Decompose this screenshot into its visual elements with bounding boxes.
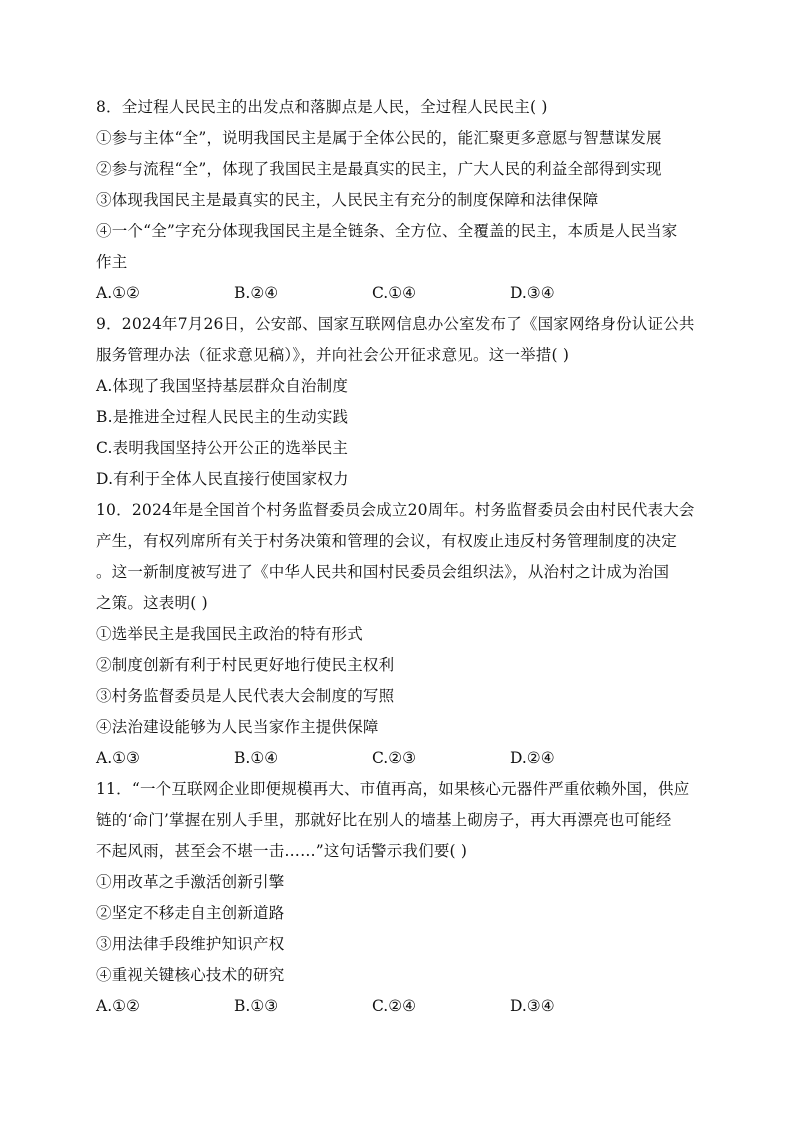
question-11-options	[96, 991, 696, 1022]
question-11-option-c[interactable]: C.②④	[372, 997, 417, 1015]
question-8-option-b[interactable]: B.②④	[234, 284, 279, 302]
question-8-option-a[interactable]: A.①②	[96, 284, 140, 302]
question-10-option-d[interactable]: D.②④	[510, 749, 555, 767]
question-8-options	[96, 278, 696, 309]
question-8-option-c[interactable]: C.①④	[372, 284, 417, 302]
question-10-option-a[interactable]: A.①③	[96, 749, 140, 767]
question-8-statement-2: ②参与流程“全”，体现了我国民主是最真实的民主，广大人民的利益全部得到实现	[96, 160, 662, 178]
question-11-stem-line-3: 不起风雨，甚至会不堪一击……”这句话警示我们要( )	[96, 842, 468, 860]
question-8-option-d[interactable]: D.③④	[510, 284, 555, 302]
question-11-statement-3: ③用法律手段维护知识产权	[96, 935, 285, 953]
question-10-option-b[interactable]: B.①④	[234, 749, 279, 767]
question-11-statement-4: ④重视关键核心技术的研究	[96, 966, 285, 984]
question-10-statement-3: ③村务监督委员是人民代表大会制度的写照	[96, 687, 395, 705]
question-9-choice-c[interactable]: C.表明我国坚持公开公正的选举民主	[96, 439, 349, 457]
question-9	[96, 309, 696, 495]
question-8-statement-4-cont: 作主	[96, 253, 128, 271]
question-10-statement-1: ①选举民主是我国民主政治的特有形式	[96, 625, 363, 643]
question-9-choice-d[interactable]: D.有利于全体人民直接行使国家权力	[96, 470, 349, 488]
question-list	[96, 92, 696, 1022]
question-8-statement-3: ③体现我国民主是最真实的民主，人民民主有充分的制度保障和法律保障	[96, 191, 599, 209]
question-9-choice-b[interactable]: B.是推进全过程人民民主的生动实践	[96, 408, 349, 426]
question-10	[96, 495, 696, 774]
question-8-statement-1: ①参与主体“全”，说明我国民主是属于全体公民的，能汇聚更多意愿与智慧谋发展	[96, 129, 662, 147]
question-10-stem-line-1: 10．2024年是全国首个村务监督委员会成立20周年。村务监督委员会由村民代表大会	[96, 501, 695, 519]
question-11-statement-1: ①用改革之手激活创新引擎	[96, 873, 285, 891]
question-11-option-b[interactable]: B.①③	[234, 997, 279, 1015]
question-10-statement-2: ②制度创新有利于村民更好地行使民主权利	[96, 656, 395, 674]
question-10-stem-line-4: 之策。这表明( )	[96, 594, 208, 612]
question-11-stem-line-1: 11．“一个互联网企业即便规模再大、市值再高，如果核心元器件严重依赖外国，供应	[96, 780, 690, 798]
question-11-option-d[interactable]: D.③④	[510, 997, 555, 1015]
question-10-stem-line-2: 产生，有权列席所有关于村务决策和管理的会议，有权废止违反村务管理制度的决定	[96, 532, 677, 550]
question-11-stem-line-2: 链的‘命门’掌握在别人手里，那就好比在别人的墙基上砌房子，再大再漂亮也可能经	[96, 811, 672, 829]
question-11-statement-2: ②坚定不移走自主创新道路	[96, 904, 285, 922]
question-10-statement-4: ④法治建设能够为人民当家作主提供保障	[96, 718, 379, 736]
question-8-stem-line: 8．全过程人民民主的出发点和落脚点是人民，全过程人民民主( )	[96, 98, 548, 116]
question-8-statement-4: ④一个“全”字充分体现我国民主是全链条、全方位、全覆盖的民主，本质是人民当家	[96, 222, 678, 240]
question-10-option-c[interactable]: C.②③	[372, 749, 417, 767]
question-10-options	[96, 743, 696, 774]
question-10-stem-line-3: 。这一新制度被写进了《中华人民共和国村民委员会组织法》，从治村之计成为治国	[96, 563, 670, 581]
question-11	[96, 774, 696, 1022]
question-9-stem-line-1: 9．2024年7月26日，公安部、国家互联网信息办公室发布了《国家网络身份认证公共	[96, 315, 695, 333]
question-9-stem-line-2: 服务管理办法（征求意见稿）》，并向社会公开征求意见。这一举措( )	[96, 346, 570, 364]
question-8	[96, 92, 696, 309]
question-9-choice-a[interactable]: A.体现了我国坚持基层群众自治制度	[96, 377, 349, 395]
question-11-option-a[interactable]: A.①②	[96, 997, 140, 1015]
